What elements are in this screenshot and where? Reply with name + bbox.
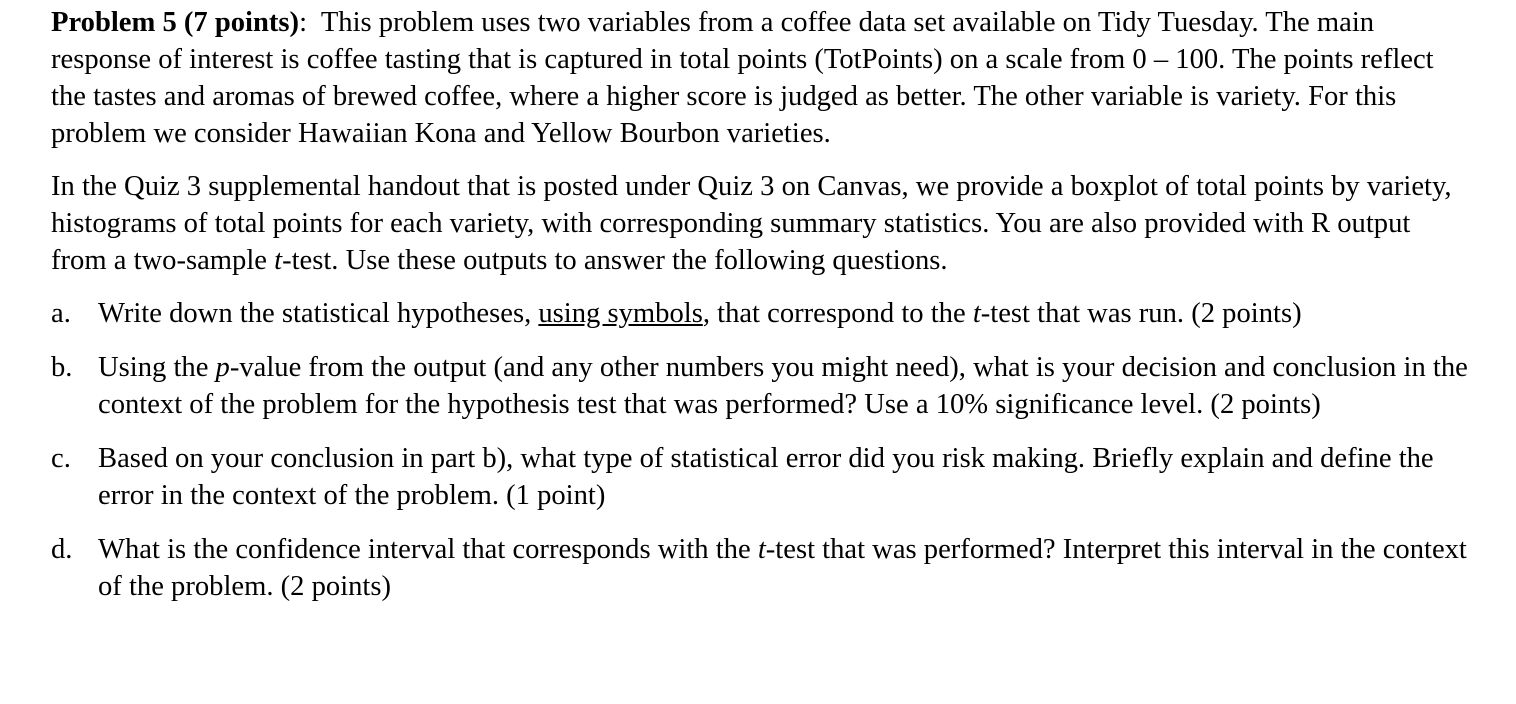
problem-document (51, 4, 1471, 622)
question-d-text-pre: What is the confidence interval that corresponds with the (98, 534, 758, 565)
handout-text-post: -test. Use these outputs to answer the following questions. (282, 245, 948, 276)
question-a-underlined: using symbols (538, 298, 703, 329)
question-a-letter: a. (51, 298, 71, 329)
question-b-text-post: -value from the output (and any other numbers you might need), what is your decision and conclusion in the context of the problem for the hypothesis test that was performed? Use a 10% significance level. (2 points) (98, 352, 1468, 420)
question-b-p-symbol: p (215, 352, 230, 383)
question-list (51, 295, 1471, 605)
question-b (51, 349, 1471, 423)
question-d-t-symbol: t (757, 534, 766, 565)
question-d (51, 531, 1471, 605)
problem-intro-paragraph (51, 4, 1471, 152)
question-d-text-post: -test that was performed? Interpret this interval in the context of the problem. (2 points) (98, 534, 1467, 602)
question-d-letter: d. (51, 534, 73, 565)
question-c-text: Based on your conclusion in part b), what type of statistical error did you risk making. Briefly explain and define the error in the context of the problem. (1 point) (98, 443, 1434, 511)
title-colon: : (299, 7, 308, 38)
problem-intro-text: This problem uses two variables from a coffee data set available on Tidy Tuesday. The main response of interest is coffee tasting that is captured in total points (TotPoints) on a scale from 0 – 100. The points reflect the tastes and aromas of brewed coffee, where a higher score is judged as better. The other variable is variety. For this problem we consider Hawaiian Kona and Yellow Bourbon varieties. (51, 7, 1434, 149)
handout-text-pre: In the Quiz 3 supplemental handout that is posted under Quiz 3 on Canvas, we provide a boxplot of total points by variety, histograms of total points for each variety, with corresponding summary statistics. You are also provided with R output from a two-sample (51, 171, 1452, 276)
problem-title: Problem 5 (7 points) (51, 7, 300, 38)
question-a-t-symbol: t (972, 298, 981, 329)
handout-t-symbol: t (274, 245, 283, 276)
question-c (51, 440, 1471, 514)
question-a-text-mid: , that correspond to the (702, 298, 973, 329)
question-a-text-pre: Write down the statistical hypotheses, (98, 298, 539, 329)
handout-paragraph (51, 168, 1471, 279)
question-c-letter: c. (51, 443, 71, 474)
question-b-text-pre: Using the (98, 352, 216, 383)
question-a (51, 295, 1471, 332)
question-b-letter: b. (51, 352, 73, 383)
question-a-text-post: -test that was run. (2 points) (980, 298, 1302, 329)
